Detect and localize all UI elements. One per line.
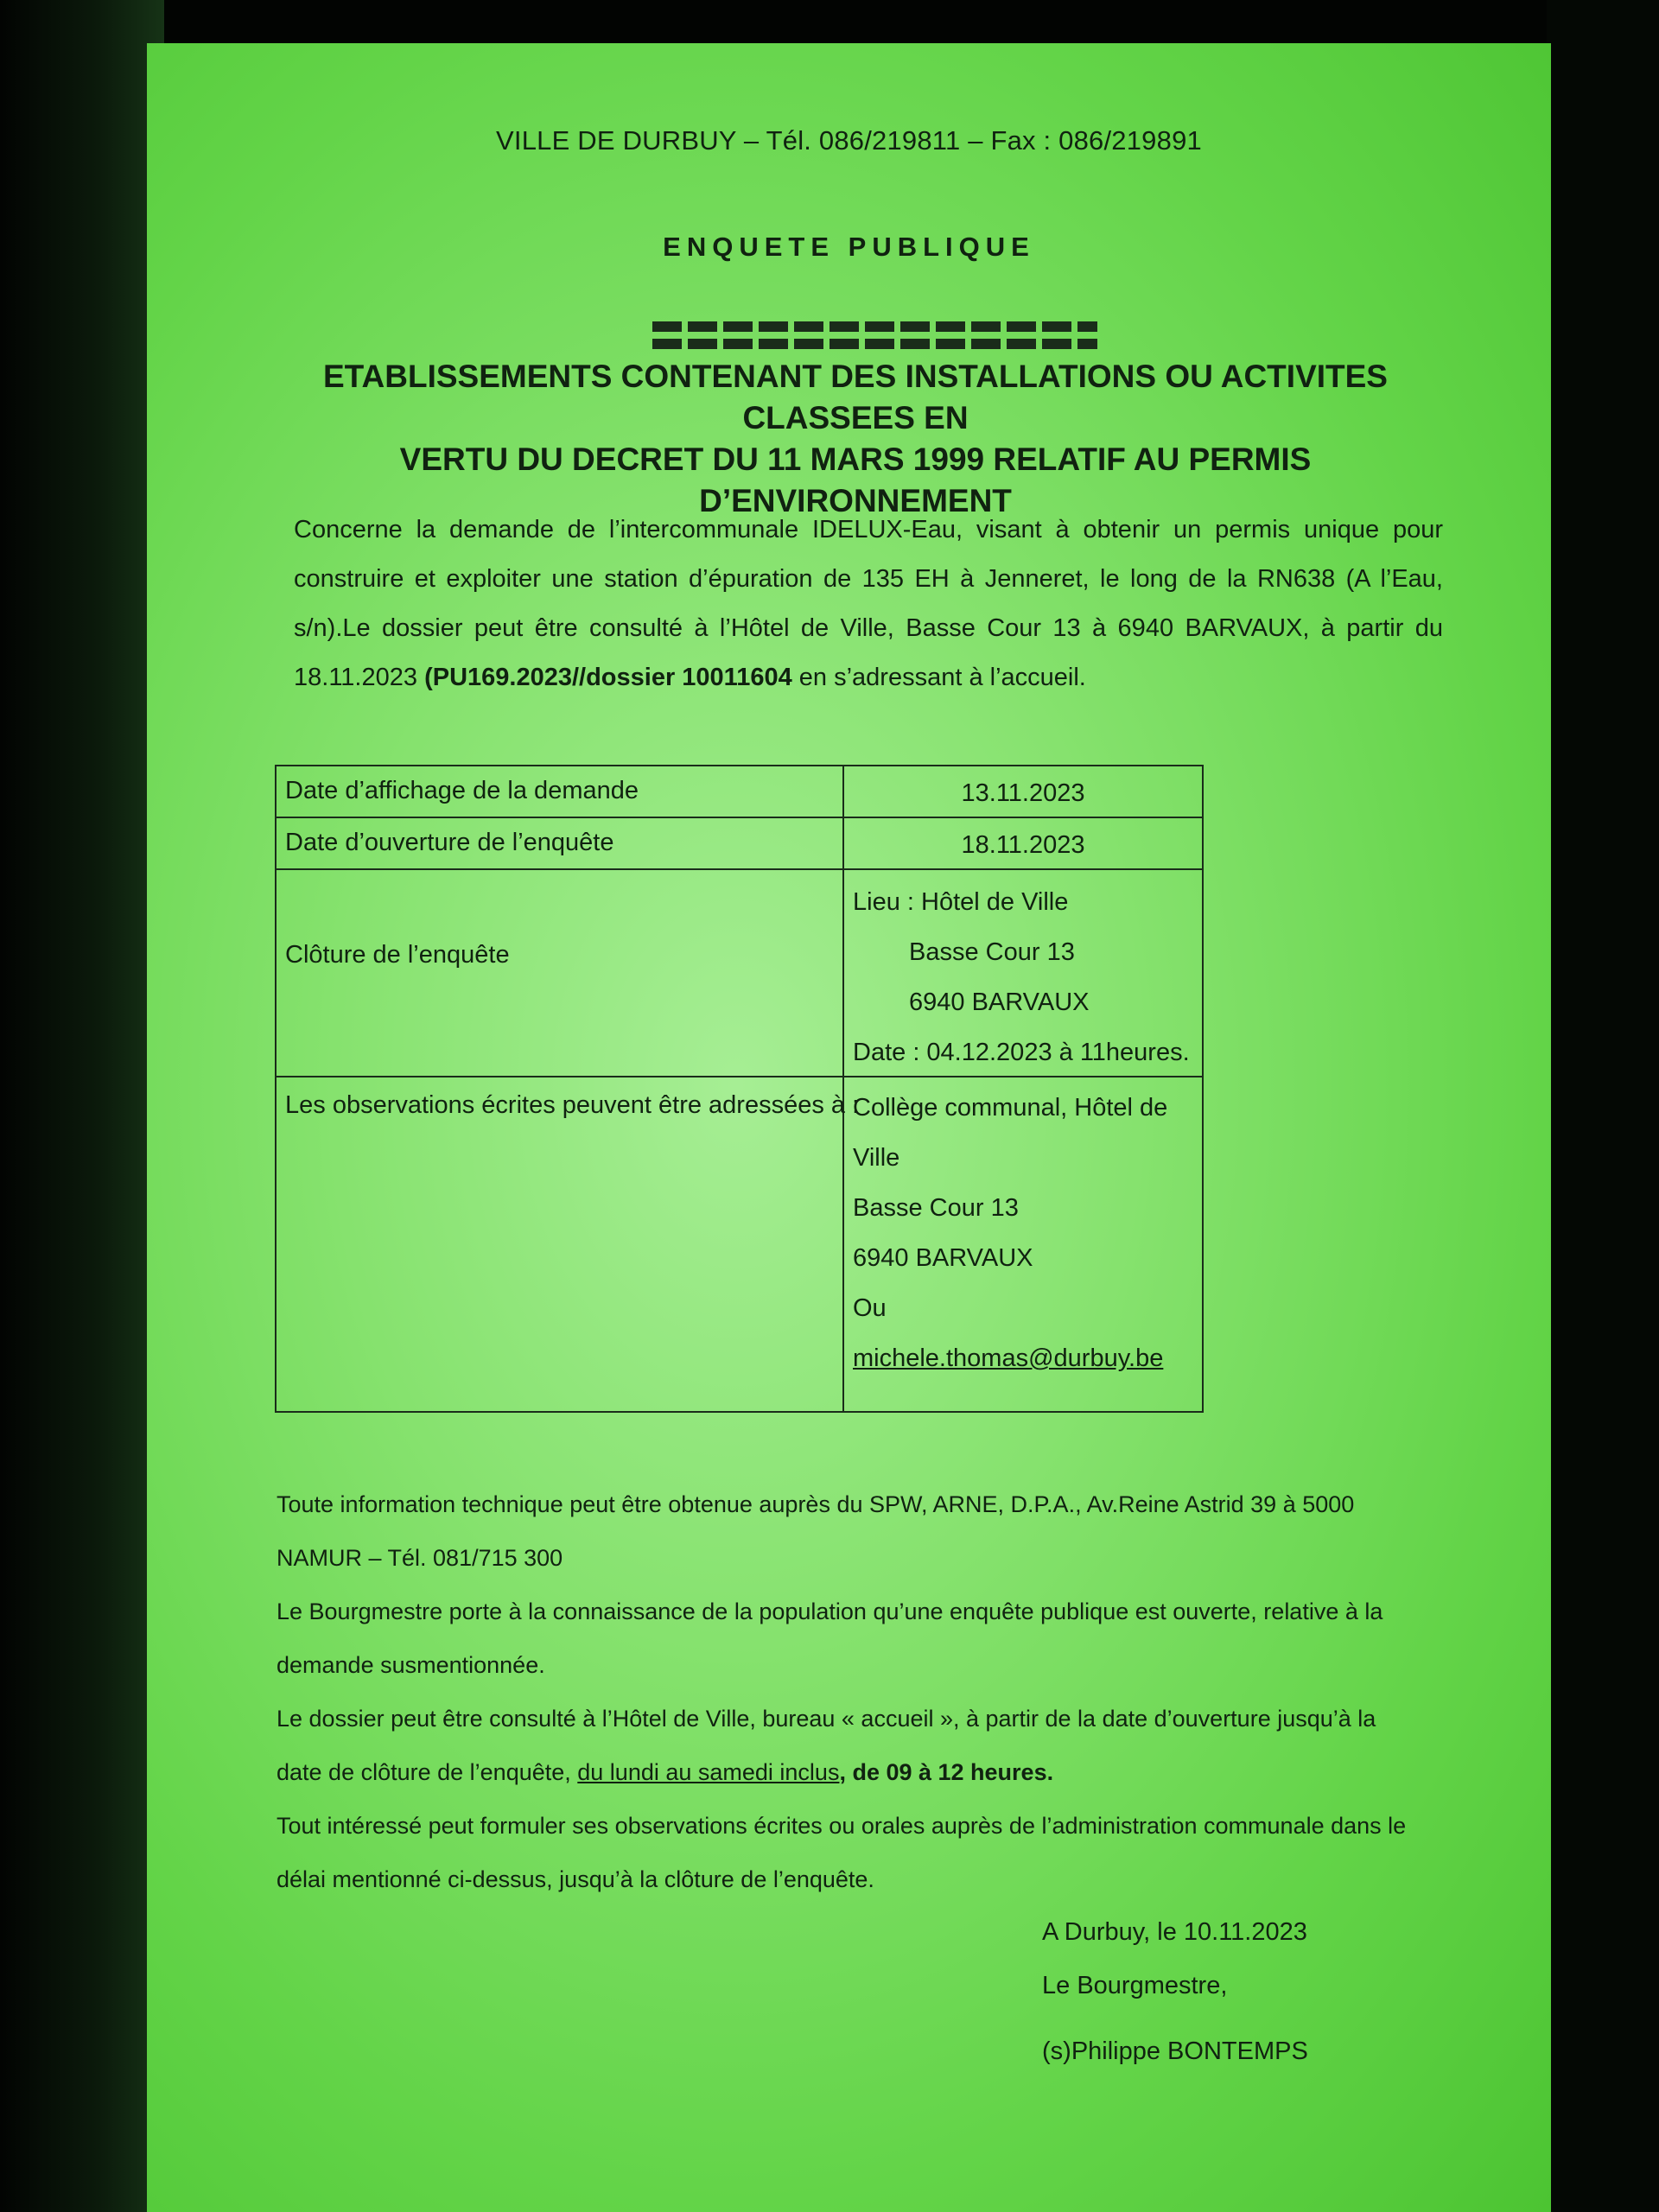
observations-line-2: Basse Cour 13 (853, 1194, 1019, 1222)
posting-date-value: 13.11.2023 (961, 779, 1085, 807)
closing-city: 6940 BARVAUX (909, 988, 1090, 1016)
bottom-paragraphs (276, 1478, 1417, 1906)
observations-line-1: Collège communal, Hôtel de Ville (853, 1094, 1168, 1172)
closing-label: Clôture de l’enquête (285, 941, 510, 969)
consultation-text: Le dossier peut être consulté à l’Hôtel de Ville, bureau « accueil », à partir de la date d’ouverture jusqu’à la date de clôture de l’enquête, (276, 1706, 1376, 1785)
closing-details (853, 877, 1197, 1077)
posting-date-label: Date d’affichage de la demande (285, 777, 639, 804)
observations-label: Les observations écrites peuvent être adressées à : (285, 1091, 860, 1119)
closing-location: Lieu : Hôtel de Ville (853, 888, 1069, 916)
signature-block (1042, 1905, 1307, 2012)
mayor-announcement: Le Bourgmestre porte à la connaissance de la population qu’une enquête publique est ouverte, relative à la demande susmentionnée. (276, 1599, 1383, 1678)
table-row (276, 1077, 1202, 1411)
observations-line-4: Ou (853, 1294, 887, 1322)
consultation-info (276, 1692, 1417, 1799)
observations-address (853, 1083, 1197, 1383)
consultation-hours: , de 09 à 12 heures. (839, 1759, 1054, 1785)
title-divider-top (652, 321, 1097, 332)
intro-paragraph (294, 505, 1443, 702)
table-row (276, 766, 1202, 818)
enquiry-table (275, 765, 1204, 1413)
signature-place-date: A Durbuy, le 10.11.2023 (1042, 1918, 1307, 1946)
dossier-reference: (PU169.2023//dossier 10011604 (424, 664, 792, 691)
subject-line-2: VERTU DU DECRET DU 11 MARS 1999 RELATIF AU PERMIS D’ENVIRONNEMENT (399, 442, 1312, 518)
table-row (276, 818, 1202, 870)
opening-date-label: Date d’ouverture de l’enquête (285, 829, 614, 856)
frame-left (0, 0, 164, 2212)
table-row (276, 870, 1202, 1077)
frame-right (1547, 0, 1659, 2212)
consultation-days: du lundi au samedi inclus (577, 1759, 840, 1785)
signature-role: Le Bourgmestre, (1042, 1972, 1228, 1999)
intro-suffix: en s’adressant à l’accueil. (791, 664, 1086, 691)
title-divider-bottom (652, 339, 1097, 349)
intro-text: Concerne la demande de l’intercommunale IDELUX-Eau, visant à obtenir un permis unique pour construire et exploiter une station d’épuration de 135 EH à Jenneret, le long de la RN638 (A l’Eau, s/n).Le dossier peut être consulté à l’Hôtel de Ville, Basse Cour 13 à 6940 BARVAUX, à partir du 18.11.2023 (294, 516, 1443, 691)
closing-date: Date : 04.12.2023 à 11heures. (853, 1039, 1190, 1066)
observations-email-link[interactable]: michele.thomas@durbuy.be (853, 1344, 1164, 1372)
notice-title: ENQUETE PUBLIQUE (663, 232, 1035, 262)
signature-name: (s)Philippe BONTEMPS (1042, 2037, 1308, 2065)
subject-line-1: ETABLISSEMENTS CONTENANT DES INSTALLATIONS OU ACTIVITES CLASSEES EN (323, 359, 1388, 435)
closing-street: Basse Cour 13 (909, 938, 1075, 966)
opening-date-value: 18.11.2023 (961, 831, 1085, 859)
observations-info: Tout intéressé peut formuler ses observations écrites ou orales auprès de l’administration communale dans le délai mentionné ci-dessus, jusqu’à la clôture de l’enquête. (276, 1813, 1407, 1892)
observations-line-3: 6940 BARVAUX (853, 1244, 1033, 1272)
notice-sheet (147, 43, 1551, 2212)
municipality-contact: VILLE DE DURBUY – Tél. 086/219811 – Fax : 086/219891 (496, 125, 1202, 156)
notice-subject (320, 356, 1391, 522)
technical-info: Toute information technique peut être obtenue auprès du SPW, ARNE, D.P.A., Av.Reine Astrid 39 à 5000 NAMUR – Tél. 081/715 300 (276, 1491, 1355, 1571)
